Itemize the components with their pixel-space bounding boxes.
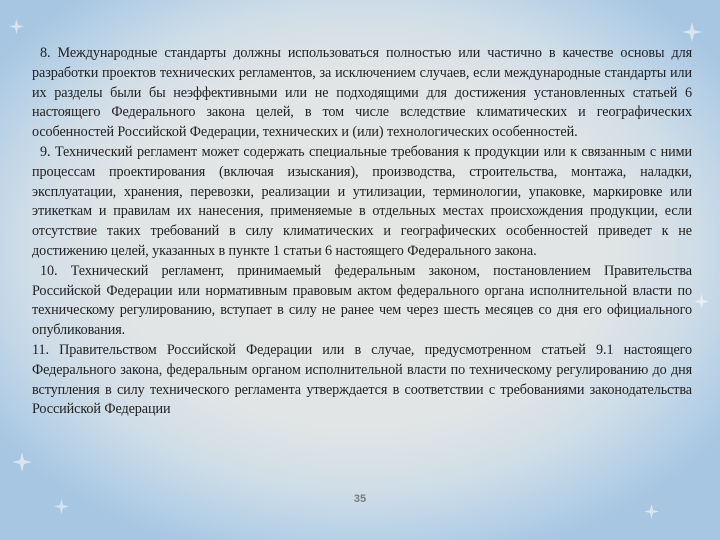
sparkle-icon xyxy=(682,22,702,42)
document-body xyxy=(32,44,692,420)
sparkle-icon xyxy=(12,452,32,472)
paragraph-item-10: 10. Технический регламент, принимаемый федеральным законом, постановлением Правительства Российской Федерации или нормативным правовым актом федерального органа исполнительной власти по техническому регулированию, вступает в силу не ранее чем через шесть месяцев со дня его официального опубликования. xyxy=(32,262,692,339)
sparkle-icon xyxy=(644,504,659,519)
sparkle-icon xyxy=(9,19,24,34)
paragraph-item-9: 9. Технический регламент может содержать специальные требования к продукции или к связанным с ними процессам проектирования (включая изыскания), производства, строительства, монтажа, наладки, эксплуатации, хранения, перевозки, реализации и утилизации, терминологии, упаковке, маркировке или этикеткам и правилам их нанесения, применяемые в отдельных местах происхождения продукции, если отсутствие таких требований в силу климатических и географических особенностей приведет к не достижению целей, указанных в пункте 1 статьи 6 настоящего Федерального закона. xyxy=(32,143,692,259)
sparkle-icon xyxy=(694,294,709,309)
page-number: 35 xyxy=(353,493,367,505)
paragraph-item-8: 8. Международные стандарты должны использоваться полностью или частично в качестве основы для разработки проектов технических регламентов, за исключением случаев, если международные стандарты или их разделы были бы неэффективными или не подходящими для достижения установленных статьей 6 настоящего Федерального закона целей, в том числе вследствие климатических и географических особенностей Российской Федерации, технических и (или) технологических особенностей. xyxy=(32,45,692,141)
paragraph-item-11: 11. Правительством Российской Федерации или в случае, предусмотренном статьей 9.1 настоящего Федерального закона, федеральным органом исполнительной власти по техническому регулированию до дня вступления в силу технического регламента утверждается в соответствии с требованиями законодательства Российской Федерации xyxy=(32,341,692,418)
